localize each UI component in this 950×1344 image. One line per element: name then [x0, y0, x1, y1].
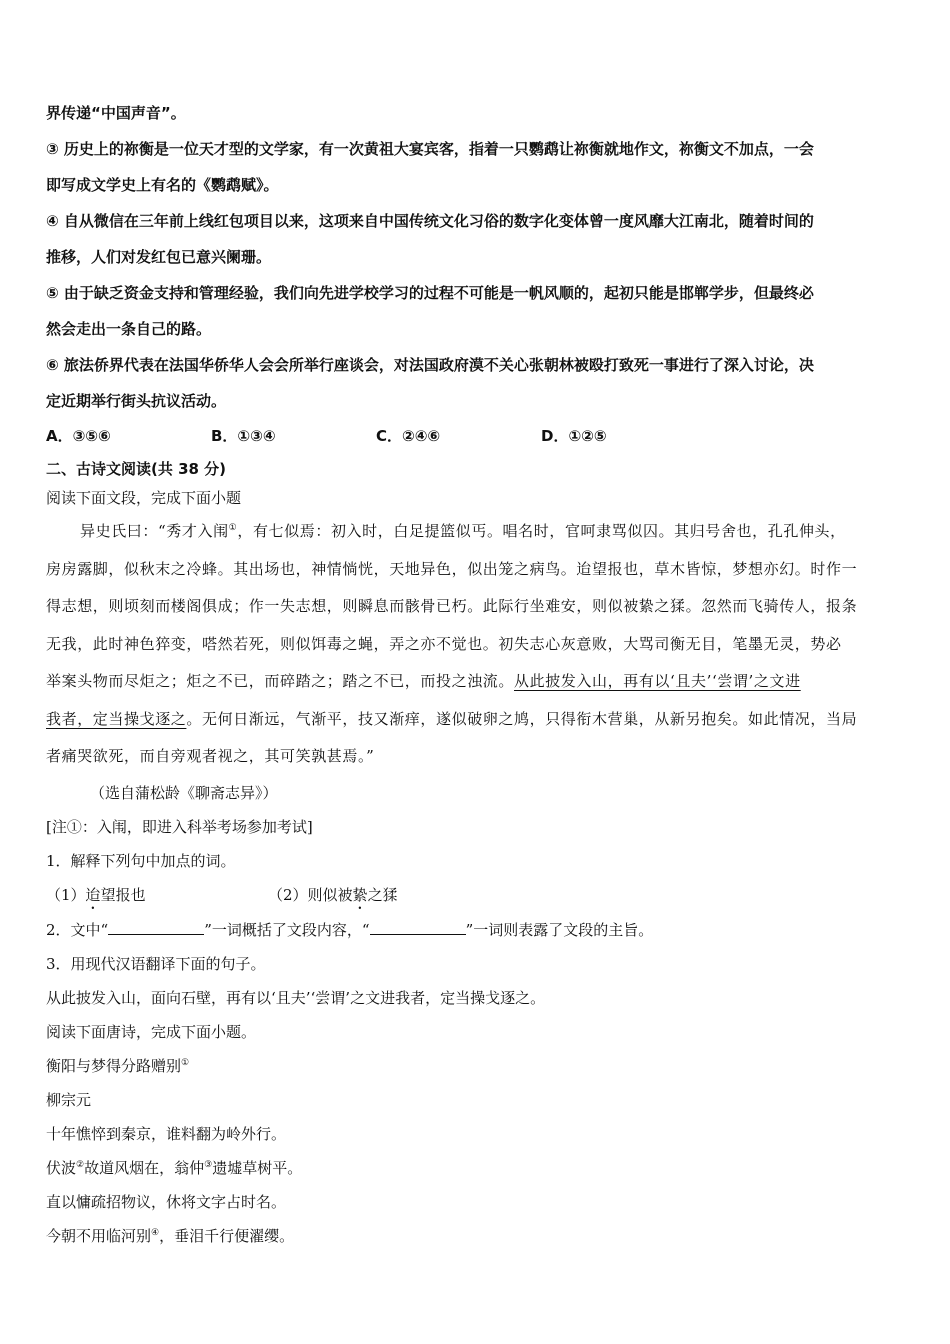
- question-2: 2．文中“ ”一词概括了文段内容，“ ”一词则表露了文段的主旨。: [46, 920, 654, 939]
- poem-line: 十年憔悴到秦京，谁料翻为岭外行。: [46, 1124, 287, 1143]
- passage-line: 无我，此时神色猝变，嗒然若死，则似饵毒之蝇，弄之亦不觉也。初失志心灰意败，大骂司衡无目，笔墨无灵，势必: [46, 634, 842, 653]
- passage-line: 得志想，则顷刻而楼阁俱成；作一失志想，则瞬息而骸骨已朽。此际行坐难安，则似被絷之猱。忽然而飞骑传人，报条: [46, 597, 858, 615]
- passage-line: 我者，定当操戈逐之。无何日渐远，气渐平，技又渐痒，遂似破卵之鸠，只得衔木营巢，从新另抱矣。如此情况，当局: [46, 709, 858, 728]
- option-b[interactable]: B．①③④: [211, 427, 276, 445]
- underlined-sentence: 我者，定当操戈逐之: [46, 709, 187, 728]
- poem-author: 柳宗元: [46, 1090, 92, 1109]
- passage-source: （选自蒲松龄《聊斋志异》）: [90, 783, 278, 802]
- poem-line: 今朝不用临河别④，垂泪千行便濯缨。: [46, 1226, 295, 1245]
- question-line: 然会走出一条自己的路。: [46, 320, 212, 338]
- question-line: 界传递“中国声音”。: [46, 104, 186, 122]
- poem-title: 衡阳与梦得分路赠别①: [46, 1056, 190, 1075]
- answer-blank[interactable]: [370, 922, 466, 935]
- question-line: ④ 自从微信在三年前上线红包项目以来，这项来自中国传统文化习俗的数字化变体曾一度风靡大江南北，随着时间的: [46, 212, 814, 230]
- question-line: 推移，人们对发红包已意兴阑珊。: [46, 248, 272, 266]
- question-line: ③ 历史上的祢衡是一位天才型的文学家，有一次黄祖大宴宾客，指着一只鹦鹉让祢衡就地作文，祢衡文不加点，一会: [46, 140, 814, 158]
- option-a[interactable]: A．③⑤⑥: [46, 427, 111, 445]
- answer-options: [46, 419, 904, 453]
- poem-instruction: 阅读下面唐诗，完成下面小题。: [46, 1022, 257, 1041]
- section-title: 二、古诗文阅读(共 38 分): [46, 460, 227, 478]
- section-instruction: 阅读下面文段，完成下面小题: [46, 489, 242, 507]
- question-line: 即写成文学史上有名的《鹦鹉赋》。: [46, 176, 279, 194]
- passage-line: 举案头物而尽炬之；炬之不已，而碎踏之；踏之不已，而投之浊流。从此披发入山，再有以‘且夫’‘尝谓’之文进: [46, 672, 801, 690]
- underlined-sentence: 从此披发入山，再有以‘且夫’‘尝谓’之文进: [514, 672, 801, 690]
- answer-blank[interactable]: [108, 922, 204, 935]
- question-1-item-1: （1）迨望报也: [46, 885, 146, 904]
- option-c[interactable]: C．②④⑥: [376, 427, 441, 445]
- question-1-items: [46, 878, 904, 913]
- passage-line: 房房露脚，似秋末之冷蜂。其出场也，神情惝恍，天地异色，似出笼之病鸟。迨望报也，草木皆惊，梦想亦幻。时作一: [46, 559, 858, 578]
- question-1-item-2: （2）则似被絷之猱: [268, 885, 398, 904]
- passage-line: 异史氏曰：“秀才入闱①，有七似焉：初入时，白足提篮似丐。唱名时，官呵隶骂似囚。其归号舍也，孔孔伸头，: [80, 522, 846, 540]
- passage-line: 者痛哭欲死，而自旁观者视之，其可笑孰甚焉。”: [46, 747, 375, 765]
- footnote-mark: ①: [228, 523, 238, 533]
- question-line: ⑤ 由于缺乏资金支持和管理经验，我们向先进学校学习的过程不可能是一帆风顺的，起初只能是邯郸学步，但最终必: [46, 284, 814, 302]
- poem-line: 伏波②故道风烟在，翁仲③遗墟草树平。: [46, 1158, 303, 1177]
- document-page: [46, 95, 904, 1253]
- question-line: ⑥ 旅法侨界代表在法国华侨华人会会所举行座谈会，对法国政府漠不关心张朝林被殴打致死一事进行了深入讨论，决: [46, 356, 814, 374]
- option-d[interactable]: D．①②⑤: [541, 427, 607, 445]
- passage-note: [注①：入闱，即进入科举考场参加考试]: [46, 817, 313, 836]
- question-1: 1．解释下列句中加点的词。: [46, 851, 236, 870]
- poem-line: 直以慵疏招物议，休将文字占时名。: [46, 1192, 287, 1211]
- classical-passage: [46, 513, 904, 776]
- question-line: 定近期举行街头抗议活动。: [46, 392, 227, 410]
- question-3-sentence: 从此披发入山，面向石壁，再有以‘且夫’‘尝谓’之文进我者，定当操戈逐之。: [46, 988, 546, 1007]
- footnote-mark: ①: [181, 1057, 190, 1068]
- question-3: 3．用现代汉语翻译下面的句子。: [46, 954, 266, 973]
